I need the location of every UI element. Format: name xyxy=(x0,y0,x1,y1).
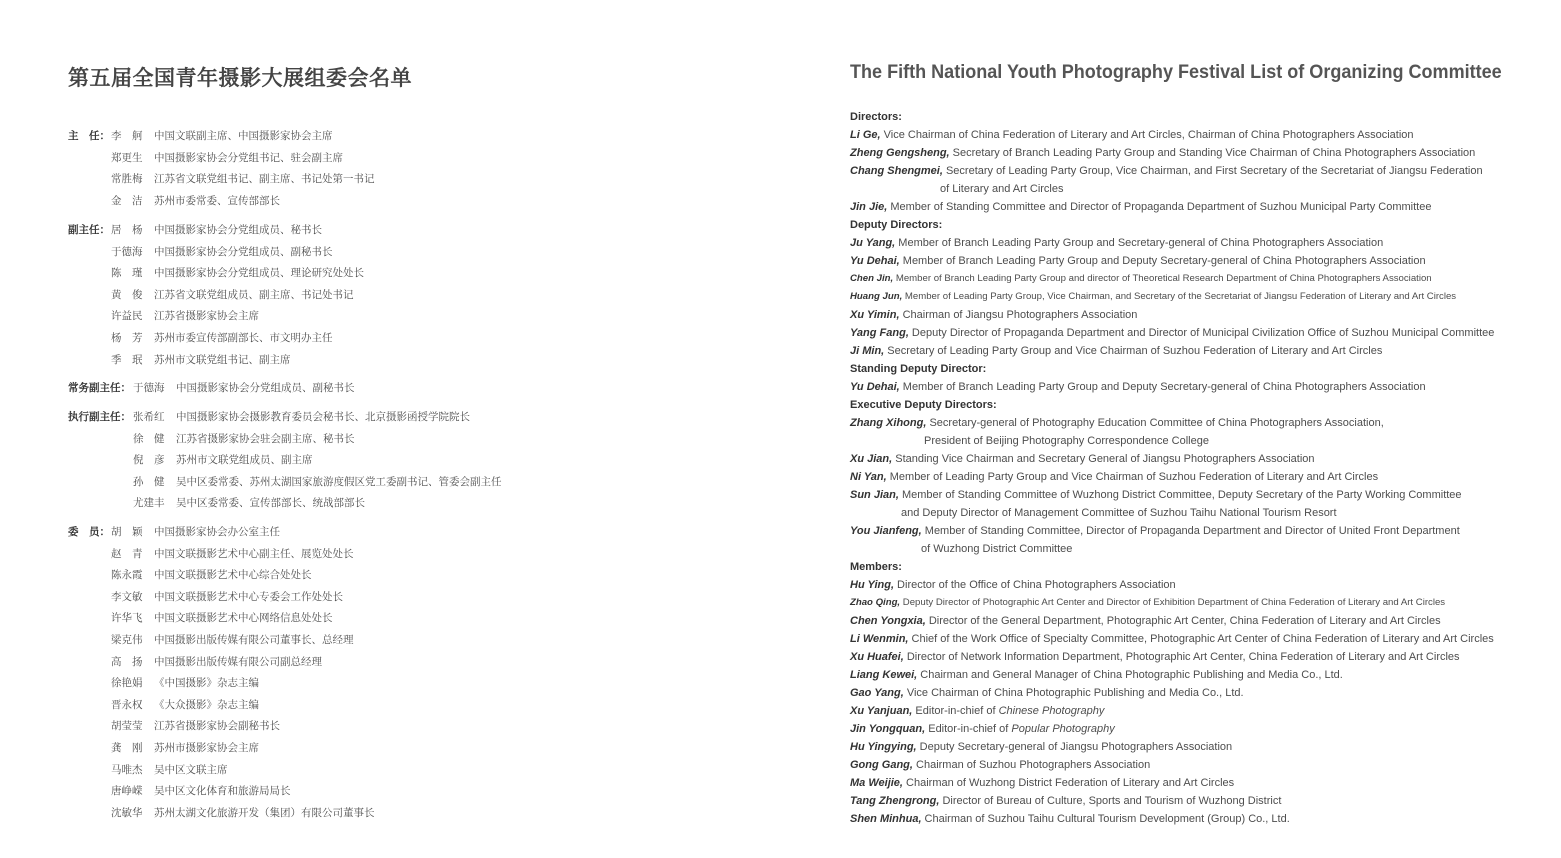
member-name: Tang Zhengrong, xyxy=(850,795,940,807)
publication-title: Popular Photography xyxy=(1011,723,1115,735)
member-position: 中国摄影家协会分党组成员、秘书长 xyxy=(154,224,322,236)
member-name: 许华飞 xyxy=(111,612,143,625)
member-name: 居 杨 xyxy=(111,224,143,236)
member-position: Chairman of Suzhou Photographers Association xyxy=(912,759,1151,771)
member-position: Director of Bureau of Culture, Sports and Tourism of Wuzhong District xyxy=(939,795,1282,807)
member-position: Chairman of Jiangsu Photographers Association xyxy=(899,309,1138,321)
continuation-line: and Deputy Director of Management Committee of Suzhou Taihu National Tourism Resort xyxy=(901,507,1337,519)
member-position: 苏州市摄影家协会主席 xyxy=(154,741,259,754)
member-name: Xu Yimin, xyxy=(850,309,900,321)
chinese-title: 第五届全国青年摄影大展组委会名单 xyxy=(68,66,412,90)
member-entry xyxy=(850,594,1494,612)
member-name: Ni Yan, xyxy=(850,471,887,483)
member-position: Chairman of Wuzhong District Federation of Literary and Art Circles xyxy=(902,777,1235,789)
member-name: Xu Huafei, xyxy=(850,651,904,663)
member-position: 中国文联摄影艺术中心网络信息处处长 xyxy=(154,612,333,625)
member-name: Yu Dehai, xyxy=(850,255,900,267)
member-name: 张希红 xyxy=(133,411,165,423)
member-position: Member of Branch Leading Party Group and Secretary-general of China Photographers Association xyxy=(895,237,1384,249)
member-position: Member of Standing Committee and Director of Propaganda Department of Suzhou Municipal Party Committee xyxy=(887,201,1432,213)
member-position: 江苏省文联党组成员、副主席、书记处书记 xyxy=(154,288,354,301)
member-name: 李 舸 xyxy=(111,130,143,142)
member-entry xyxy=(850,144,1494,162)
role-label: 常务副主任： xyxy=(68,382,131,394)
member-position: 吴中区委常委、苏州太湖国家旅游度假区党工委副书记、管委会副主任 xyxy=(176,475,502,488)
member-entry xyxy=(850,414,1494,432)
member-position: 苏州市文联党组书记、副主席 xyxy=(154,353,291,366)
member-position: 中国摄影家协会办公室主任 xyxy=(154,526,280,538)
member-name: Chen Jin, xyxy=(850,273,894,284)
member-position: Vice Chairman of China Photographic Publishing and Media Co., Ltd. xyxy=(903,687,1244,699)
member-position: Secretary of Leading Party Group, Vice Chairman, and First Secretary of the Secretariat of Jiangsu Federation xyxy=(942,165,1483,177)
role-label: 执行副主任： xyxy=(68,411,131,423)
member-entry xyxy=(850,234,1494,252)
member-name: 尤建丰 xyxy=(133,497,165,510)
member-name: 晋永权 xyxy=(111,698,143,711)
role-label: 副主任： xyxy=(68,224,110,236)
member-entry xyxy=(850,612,1494,630)
member-name: 于德海 xyxy=(111,245,143,258)
member-name: 季 珉 xyxy=(111,353,143,366)
member-entry xyxy=(850,162,1494,180)
member-name: 胡 颖 xyxy=(111,526,143,538)
section-heading: Directors: xyxy=(850,111,902,123)
member-name: 李文敏 xyxy=(111,590,143,603)
member-position: Member of Branch Leading Party Group and director of Theoretical Research Department of China Photographers Association xyxy=(893,273,1432,284)
member-position: Member of Branch Leading Party Group and Deputy Secretary-general of China Photographers Association xyxy=(899,381,1426,393)
member-position: Member of Standing Committee of Wuzhong District Committee, Deputy Secretary of the Party Working Committee xyxy=(898,489,1462,501)
member-position: 中国文联摄影艺术中心副主任、展览处处长 xyxy=(154,547,354,560)
member-position: 中国摄影家协会分党组成员、副秘书长 xyxy=(154,245,333,258)
member-name: Chang Shengmei, xyxy=(850,165,943,177)
member-name: Zhang Xihong, xyxy=(850,417,927,429)
member-entry xyxy=(850,450,1494,468)
member-entry xyxy=(850,756,1494,774)
member-position: 中国文联摄影艺术中心专委会工作处处长 xyxy=(154,590,343,603)
member-position: Deputy Director of Propaganda Department and Director of Municipal Civilization Office of Suzhou Municipal Committee xyxy=(908,327,1495,339)
member-name: Zhao Qing, xyxy=(850,597,901,608)
member-position: Standing Vice Chairman and Secretary General of Jiangsu Photographers Association xyxy=(892,453,1315,465)
member-entry xyxy=(850,666,1494,684)
member-position: 苏州市委宣传部副部长、市文明办主任 xyxy=(154,331,333,344)
member-name: 孙 健 xyxy=(133,475,165,488)
continuation-line: President of Beijing Photography Correspondence College xyxy=(924,435,1209,447)
member-name: Li Wenmin, xyxy=(850,633,909,645)
member-entry xyxy=(850,288,1494,306)
member-position: 苏州市文联党组成员、副主席 xyxy=(176,454,313,467)
member-position: 江苏省摄影家协会副秘书长 xyxy=(154,720,280,733)
member-name: Li Ge, xyxy=(850,129,881,141)
member-name: Xu Jian, xyxy=(850,453,893,465)
member-entry xyxy=(850,630,1494,648)
member-name: 黄 俊 xyxy=(111,288,143,301)
member-name: Huang Jun, xyxy=(850,291,903,302)
member-name: 赵 青 xyxy=(111,547,143,560)
member-name: Sun Jian, xyxy=(850,489,899,501)
member-name: 陈永霞 xyxy=(111,569,143,582)
member-name: Shen Minhua, xyxy=(850,813,922,825)
member-name: Jin Jie, xyxy=(850,201,888,213)
member-position: Member of Leading Party Group and Vice Chairman of Suzhou Federation of Literary and Art Circles xyxy=(886,471,1379,483)
member-entry xyxy=(850,738,1494,756)
member-position: Secretary of Branch Leading Party Group and Standing Vice Chairman of China Photographers Association xyxy=(949,147,1476,159)
member-position: Member of Standing Committee, Director of Propaganda Department and Director of United Front Department xyxy=(921,525,1460,537)
section-heading: Members: xyxy=(850,561,902,573)
section-heading: Deputy Directors: xyxy=(850,219,943,231)
member-name: 许益民 xyxy=(111,310,143,323)
member-entry xyxy=(850,810,1494,828)
member-position: Editor-in-chief of xyxy=(912,705,999,717)
english-title: The Fifth National Youth Photography Festival List of Organizing Committee xyxy=(850,61,1502,83)
member-name: 龚 刚 xyxy=(111,741,143,754)
member-position: Chief of the Work Office of Specialty Committee, Photographic Art Center of China Federation of Literary and Art Circles xyxy=(908,633,1494,645)
member-name: Hu Yingying, xyxy=(850,741,917,753)
member-entry xyxy=(850,774,1494,792)
member-entry xyxy=(850,720,1494,738)
member-name: Gao Yang, xyxy=(850,687,904,699)
member-position: 苏州市委常委、宣传部部长 xyxy=(154,194,280,207)
member-position: Chairman and General Manager of China Photographic Publishing and Media Co., Ltd. xyxy=(917,669,1343,681)
member-name: Ji Min, xyxy=(850,345,885,357)
member-position: Member of Leading Party Group, Vice Chairman, and Secretary of the Secretariat of Jiangsu Federation of Literary and Art Circles xyxy=(902,291,1457,302)
member-entry xyxy=(850,324,1494,342)
member-position: 中国摄影家协会摄影教育委员会秘书长、北京摄影函授学院院长 xyxy=(176,411,470,423)
member-name: Zheng Gengsheng, xyxy=(850,147,950,159)
role-label: 委 员： xyxy=(68,526,110,538)
member-name: Ma Weijie, xyxy=(850,777,903,789)
member-name: 马唯杰 xyxy=(111,763,143,776)
member-position: 江苏省文联党组书记、副主席、书记处第一书记 xyxy=(154,173,375,186)
continuation-line: of Wuzhong District Committee xyxy=(921,543,1073,555)
member-entry xyxy=(850,126,1494,144)
member-name: Liang Kewei, xyxy=(850,669,918,681)
member-position: Director of the Office of China Photographers Association xyxy=(894,579,1176,591)
member-name: 常胜梅 xyxy=(111,173,143,186)
member-position: Director of Network Information Department, Photographic Art Center, China Federation of Literary and Art Circles xyxy=(903,651,1460,663)
member-position: Secretary of Leading Party Group and Vice Chairman of Suzhou Federation of Literary and Art Circles xyxy=(884,345,1383,357)
member-name: 唐峥嵘 xyxy=(111,785,143,798)
member-position: Member of Branch Leading Party Group and Deputy Secretary-general of China Photographers Association xyxy=(899,255,1426,267)
member-entry xyxy=(850,252,1494,270)
member-entry xyxy=(850,270,1494,288)
member-position: Deputy Director of Photographic Art Center and Director of Exhibition Department of China Federation of Literary and Art Circles xyxy=(900,597,1446,608)
member-position: 江苏省摄影家协会驻会副主席、秘书长 xyxy=(176,432,355,445)
member-name: You Jianfeng, xyxy=(850,525,922,537)
member-name: Gong Gang, xyxy=(850,759,913,771)
role-label: 主 任： xyxy=(68,130,110,142)
member-name: 胡莹莹 xyxy=(111,720,143,733)
member-name: 沈敏华 xyxy=(111,806,143,819)
member-entry xyxy=(850,306,1494,324)
member-position: 《大众摄影》杂志主编 xyxy=(154,698,259,711)
member-entry xyxy=(850,576,1494,594)
member-name: Ju Yang, xyxy=(850,237,896,249)
member-position: 中国摄影家协会分党组成员、理论研究处处长 xyxy=(154,267,364,280)
member-entry xyxy=(850,648,1494,666)
member-position: 中国摄影家协会分党组书记、驻会副主席 xyxy=(154,151,343,164)
member-name: 郑更生 xyxy=(111,151,143,164)
member-position: 中国文联摄影艺术中心综合处处长 xyxy=(154,569,312,582)
member-name: 梁克伟 xyxy=(111,633,143,646)
member-entry xyxy=(850,378,1494,396)
continuation-line: of Literary and Art Circles xyxy=(940,183,1064,195)
member-position: Director of the General Department, Photographic Art Center, China Federation of Literary and Art Circles xyxy=(925,615,1441,627)
member-entry xyxy=(850,684,1494,702)
member-position: 江苏省摄影家协会主席 xyxy=(154,310,259,323)
publication-title: Chinese Photography xyxy=(998,705,1105,717)
member-name: 徐 健 xyxy=(133,432,165,445)
section-heading: Standing Deputy Director: xyxy=(850,363,987,375)
member-position: 《中国摄影》杂志主编 xyxy=(154,677,259,690)
member-entry xyxy=(850,342,1494,360)
member-position: Chairman of Suzhou Taihu Cultural Tourism Development (Group) Co., Ltd. xyxy=(921,813,1290,825)
member-position: 中国摄影出版传媒有限公司副总经理 xyxy=(154,655,322,668)
member-name: 陈 瑾 xyxy=(111,267,143,280)
member-name: Chen Yongxia, xyxy=(850,615,926,627)
member-name: 倪 彦 xyxy=(133,454,165,467)
section-heading: Executive Deputy Directors: xyxy=(850,399,997,411)
member-position: Vice Chairman of China Federation of Literary and Art Circles, Chairman of China Photographers Association xyxy=(880,129,1414,141)
english-lines xyxy=(850,108,1494,828)
member-name: Yu Dehai, xyxy=(850,381,900,393)
member-entry xyxy=(850,198,1494,216)
member-position: 吴中区委常委、宣传部部长、统战部部长 xyxy=(176,497,365,510)
member-name: Yang Fang, xyxy=(850,327,909,339)
member-position: 吴中区文联主席 xyxy=(154,763,228,776)
member-name: 高 扬 xyxy=(111,655,143,668)
member-position: 中国文联副主席、中国摄影家协会主席 xyxy=(154,130,333,142)
member-name: Hu Ying, xyxy=(850,579,894,591)
member-position: Deputy Secretary-general of Jiangsu Photographers Association xyxy=(916,741,1233,753)
member-name: 徐艳娟 xyxy=(111,677,143,690)
member-position: 苏州太湖文化旅游开发（集团）有限公司董事长 xyxy=(154,806,375,819)
member-position: Editor-in-chief of xyxy=(925,723,1012,735)
member-name: 金 洁 xyxy=(111,194,143,207)
member-entry xyxy=(850,522,1494,540)
member-entry xyxy=(850,486,1494,504)
member-name: Xu Yanjuan, xyxy=(850,705,913,717)
member-name: 杨 芳 xyxy=(111,331,143,344)
member-position: Secretary-general of Photography Education Committee of China Photographers Association, xyxy=(926,417,1384,429)
member-position: 中国摄影家协会分党组成员、副秘书长 xyxy=(176,382,355,394)
member-entry xyxy=(850,792,1494,810)
member-entry xyxy=(850,468,1494,486)
member-position: 吴中区文化体育和旅游局局长 xyxy=(154,785,291,798)
member-name: 于德海 xyxy=(133,382,165,394)
member-position: 中国摄影出版传媒有限公司董事长、总经理 xyxy=(154,633,354,646)
member-entry xyxy=(850,702,1494,720)
member-name: Jin Yongquan, xyxy=(850,723,926,735)
